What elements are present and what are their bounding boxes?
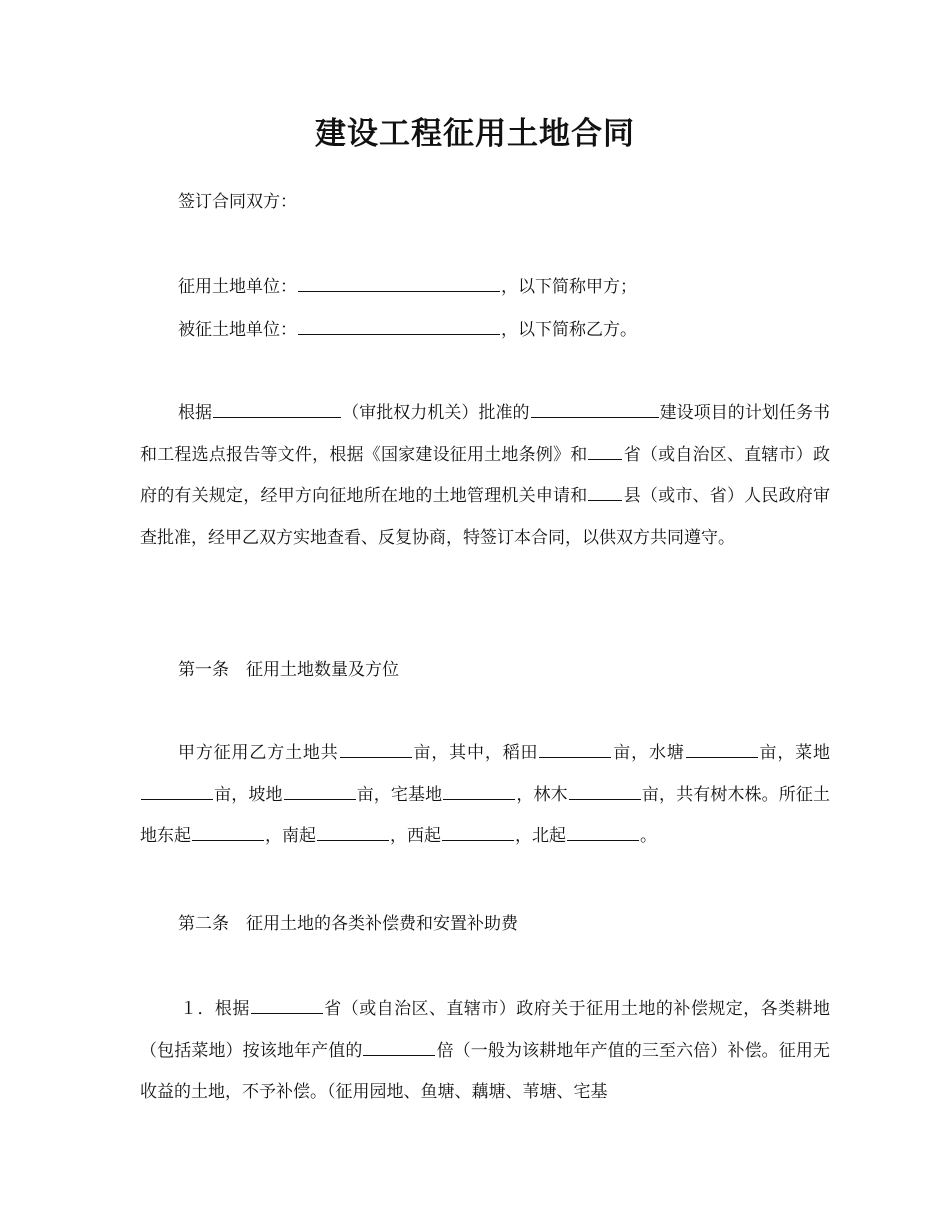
document-title: 建设工程征用土地合同 (315, 116, 635, 152)
party-b-label: 被征土地单位： (178, 320, 297, 340)
parties-heading: 签订合同双方： (178, 192, 297, 212)
slope-area-blank[interactable] (284, 798, 356, 800)
preamble-text: 县（或市、省）人民政府审查批准，经甲乙双方实地查看、反复协商，特签订本合同，以供双方共同遵守。 (140, 486, 831, 549)
article2-text: １．根据 (180, 999, 250, 1019)
party-a-suffix: ，以下简称甲方； (501, 277, 637, 297)
compensation-multiple-blank[interactable] (363, 1054, 435, 1056)
project-name-blank[interactable] (531, 416, 659, 418)
pond-area-blank[interactable] (686, 756, 758, 758)
west-boundary-blank[interactable] (442, 839, 514, 841)
article2-item1-paragraph (140, 989, 830, 1114)
article1-text: 。 (640, 826, 657, 847)
article2-heading: 第二条 征用土地的各类补偿费和安置补助费 (178, 914, 518, 934)
article1-text: 亩，坡地 (214, 784, 283, 805)
party-b-blank[interactable] (298, 333, 500, 335)
paddy-area-blank[interactable] (539, 756, 611, 758)
article1-text: ，北起 (515, 826, 566, 847)
forest-area-blank[interactable] (569, 798, 641, 800)
province-blank[interactable] (588, 458, 622, 460)
article1-text: 亩，宅基地 (356, 784, 443, 805)
preamble-paragraph (140, 393, 830, 560)
party-a-line (178, 270, 637, 304)
article1-heading: 第一条 征用土地数量及方位 (178, 660, 399, 680)
article2-text: 省（或自治区、直辖市）政府关于征用土地的补偿规定，各类耕地（包括菜地）按该地年产值的 (140, 999, 831, 1061)
compensation-province-blank[interactable] (251, 1012, 323, 1014)
homestead-area-blank[interactable] (443, 798, 515, 800)
north-boundary-blank[interactable] (567, 839, 639, 841)
approval-authority-blank[interactable] (213, 416, 341, 418)
article1-text: 亩，水塘 (612, 743, 685, 763)
party-b-suffix: ，以下简称乙方。 (501, 320, 637, 340)
preamble-text: 根据 (178, 403, 213, 423)
east-boundary-blank[interactable] (192, 839, 264, 841)
preamble-text: 省（或自治区、直辖市）政府的有关规定，经甲方向征地所在地的土地管理机关申请和 (140, 444, 831, 507)
article1-text: 甲方征用乙方土地共 (178, 743, 339, 763)
article1-paragraph (140, 733, 830, 858)
total-area-blank[interactable] (340, 756, 412, 758)
county-blank[interactable] (588, 499, 622, 501)
article1-text: 亩，菜地 (758, 743, 831, 763)
article1-text: ，林木 (516, 784, 568, 805)
party-a-blank[interactable] (298, 290, 500, 292)
article1-text: ，西起 (390, 826, 441, 847)
preamble-text: 建设项目的计划任务书和工程选点报告等文件，根据《国家建设征用土地条例》和 (140, 403, 831, 465)
article2-text: 倍（一般为该耕地年产值的三至六倍）补偿。征用无收益的土地，不予补偿。（征用园地、鱼塘、藕塘、苇塘、宅基 (140, 1040, 831, 1103)
article1-text: 亩，其中，稻田 (412, 743, 539, 763)
preamble-text: （审批权力机关）批准的 (342, 403, 530, 423)
party-a-label: 征用土地单位： (178, 277, 297, 297)
party-b-line (178, 313, 637, 347)
vegetable-area-blank[interactable] (141, 798, 213, 800)
article1-text: ，南起 (265, 826, 316, 847)
article1-text: 亩，共有树木株。所征土地东起 (140, 784, 831, 847)
south-boundary-blank[interactable] (317, 839, 389, 841)
